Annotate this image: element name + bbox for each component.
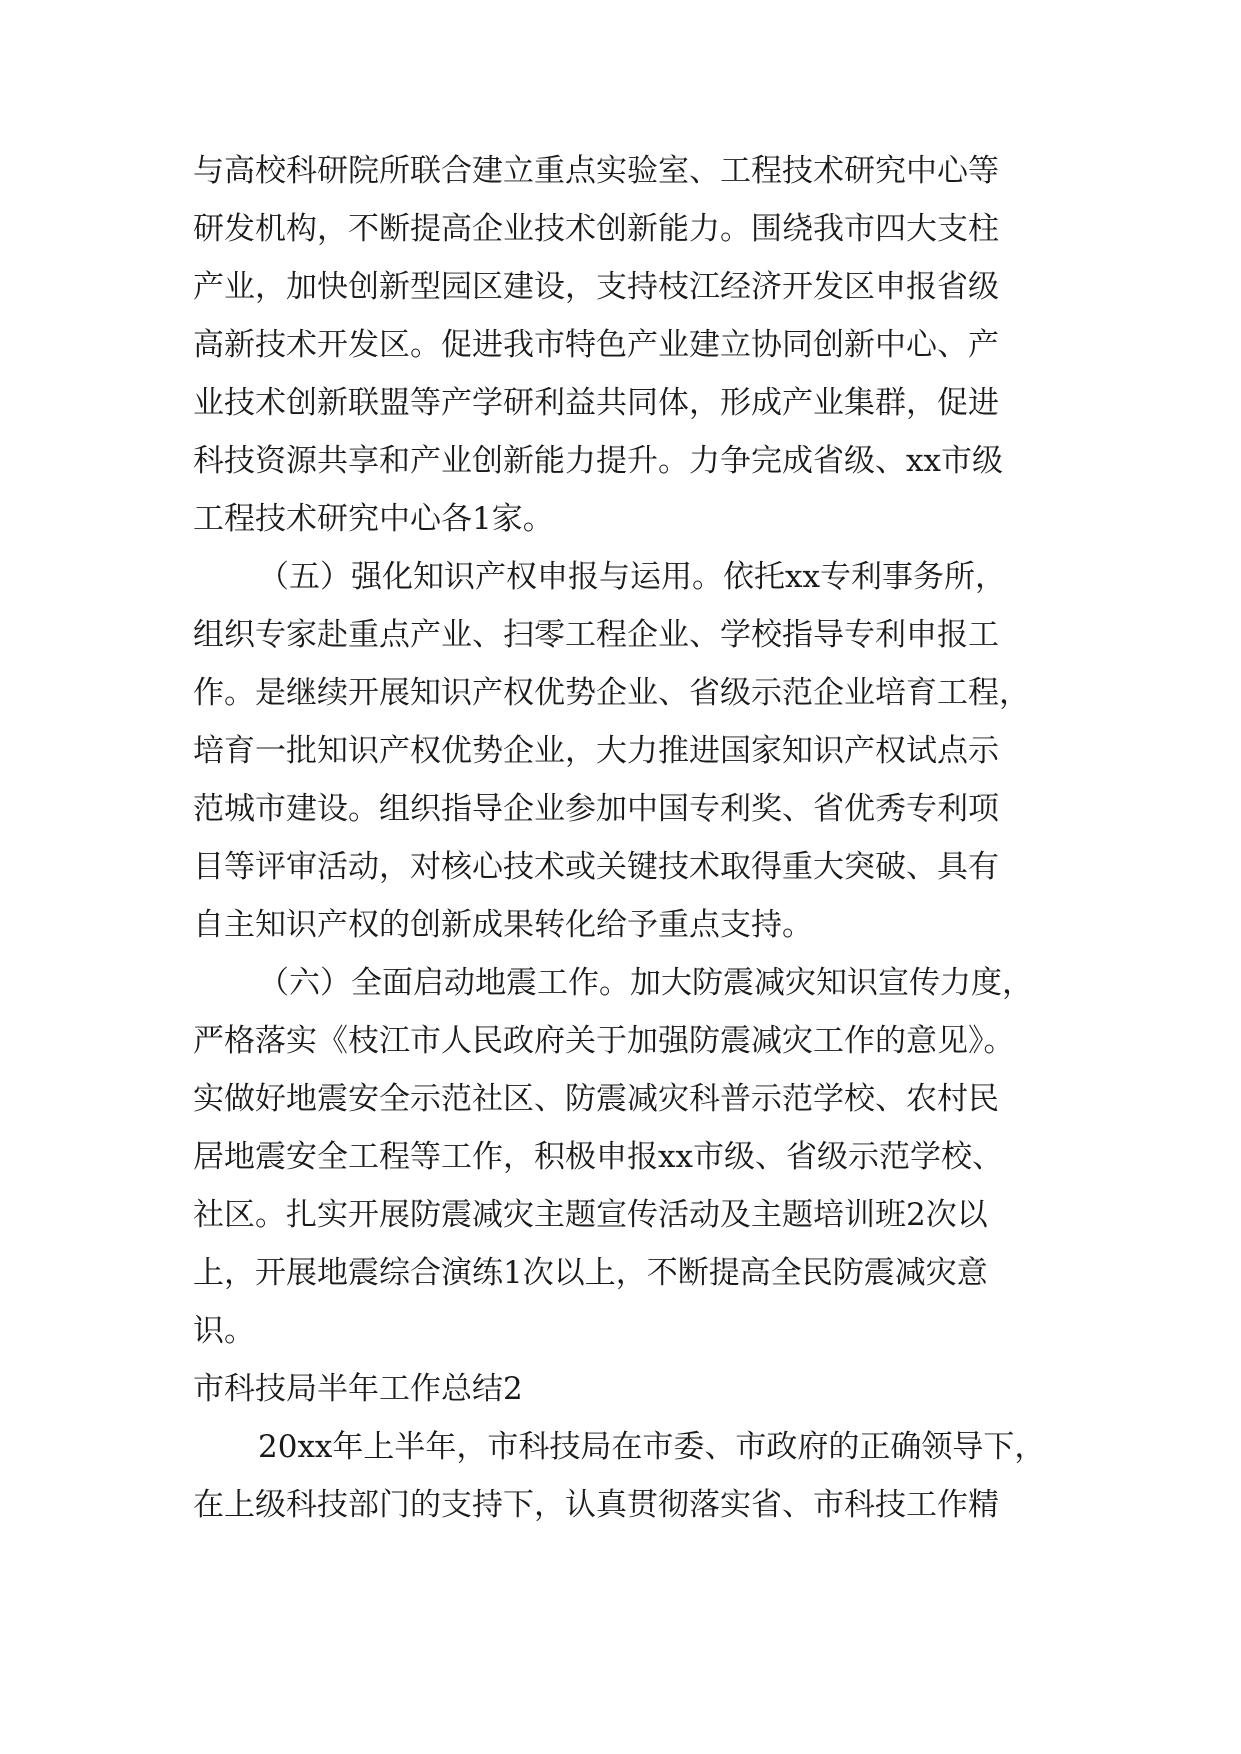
document-title: 市科技局半年工作总结2 xyxy=(193,1371,523,1407)
text-line: 作。是继续开展知识产权优势企业、省级示范企业培育工程， xyxy=(193,675,1030,711)
text-line: 组织专家赴重点产业、扫零工程企业、学校指导专利申报工 xyxy=(193,617,999,653)
text-line: 社区。扎实开展防震减灾主题宣传活动及主题培训班2次以 xyxy=(193,1197,988,1233)
text-line: 居地震安全工程等工作，积极申报xx市级、省级示范学校、 xyxy=(193,1139,1003,1175)
text-line: 上，开展地震综合演练1次以上，不断提高全民防震减灾意 xyxy=(193,1255,988,1291)
text-line: 培育一批知识产权优势企业，大力推进国家知识产权试点示 xyxy=(193,733,999,769)
text-line: 实做好地震安全示范社区、防震减灾科普示范学校、农村民 xyxy=(193,1081,999,1117)
section-heading-line: （五）强化知识产权申报与运用。依托xx专利事务所， xyxy=(258,559,1006,595)
text-line: 范城市建设。组织指导企业参加中国专利奖、省优秀专利项 xyxy=(193,791,999,827)
text-line: 目等评审活动，对核心技术或关键技术取得重大突破、具有 xyxy=(193,849,999,885)
text-line: 与高校科研院所联合建立重点实验室、工程技术研究中心等 xyxy=(193,153,999,189)
text-line: 业技术创新联盟等产学研利益共同体，形成产业集群，促进 xyxy=(193,385,999,421)
text-line: 科技资源共享和产业创新能力提升。力争完成省级、xx市级 xyxy=(193,443,1003,479)
text-line: 识。 xyxy=(193,1313,255,1349)
text-line: 自主知识产权的创新成果转化给予重点支持。 xyxy=(193,907,813,943)
text-line: 在上级科技部门的支持下，认真贯彻落实省、市科技工作精 xyxy=(193,1487,999,1523)
text-line: 高新技术开发区。促进我市特色产业建立协同创新中心、产 xyxy=(193,327,999,363)
section-heading-line: （六）全面启动地震工作。加大防震减灾知识宣传力度， xyxy=(258,965,1033,1001)
text-line: 研发机构，不断提高企业技术创新能力。围绕我市四大支柱 xyxy=(193,211,999,247)
text-line: 20xx年上半年，市科技局在市委、市政府的正确领导下， xyxy=(258,1429,1046,1465)
text-line: 产业，加快创新型园区建设，支持枝江经济开发区申报省级 xyxy=(193,269,999,305)
text-line: 严格落实《枝江市人民政府关于加强防震减灾工作的意见》。 xyxy=(193,1023,1015,1059)
text-line: 工程技术研究中心各1家。 xyxy=(193,501,554,537)
